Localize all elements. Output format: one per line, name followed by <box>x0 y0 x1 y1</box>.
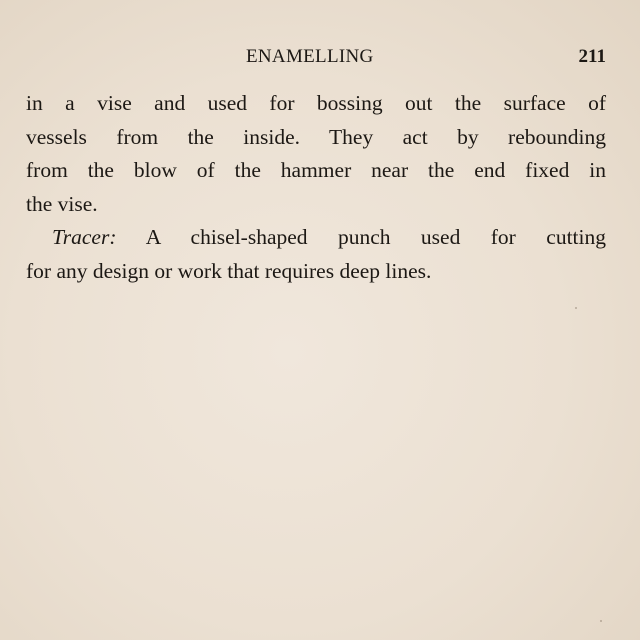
text-line: the vise. <box>26 191 98 216</box>
paper-speck <box>575 307 577 309</box>
body-text <box>26 87 606 288</box>
page-number: 211 <box>578 46 606 67</box>
paragraph-vise-description <box>26 87 606 221</box>
definition-text: A chisel-shaped punch used for cutting <box>145 225 606 249</box>
text-line: from the blow of the hammer near the end fixed in <box>26 158 606 182</box>
paper-speck <box>600 620 602 622</box>
text-line: for any design or work that requires deep lines. <box>26 258 432 283</box>
text-line <box>26 221 606 255</box>
running-title: ENAMELLING <box>246 46 374 67</box>
running-head <box>0 46 640 70</box>
text-line: in a vise and used for bossing out the surface of <box>26 91 606 115</box>
paragraph-tracer-definition <box>26 221 606 288</box>
text-line: vessels from the inside. They act by rebounding <box>26 124 606 149</box>
glossary-term: Tracer: <box>52 225 117 249</box>
